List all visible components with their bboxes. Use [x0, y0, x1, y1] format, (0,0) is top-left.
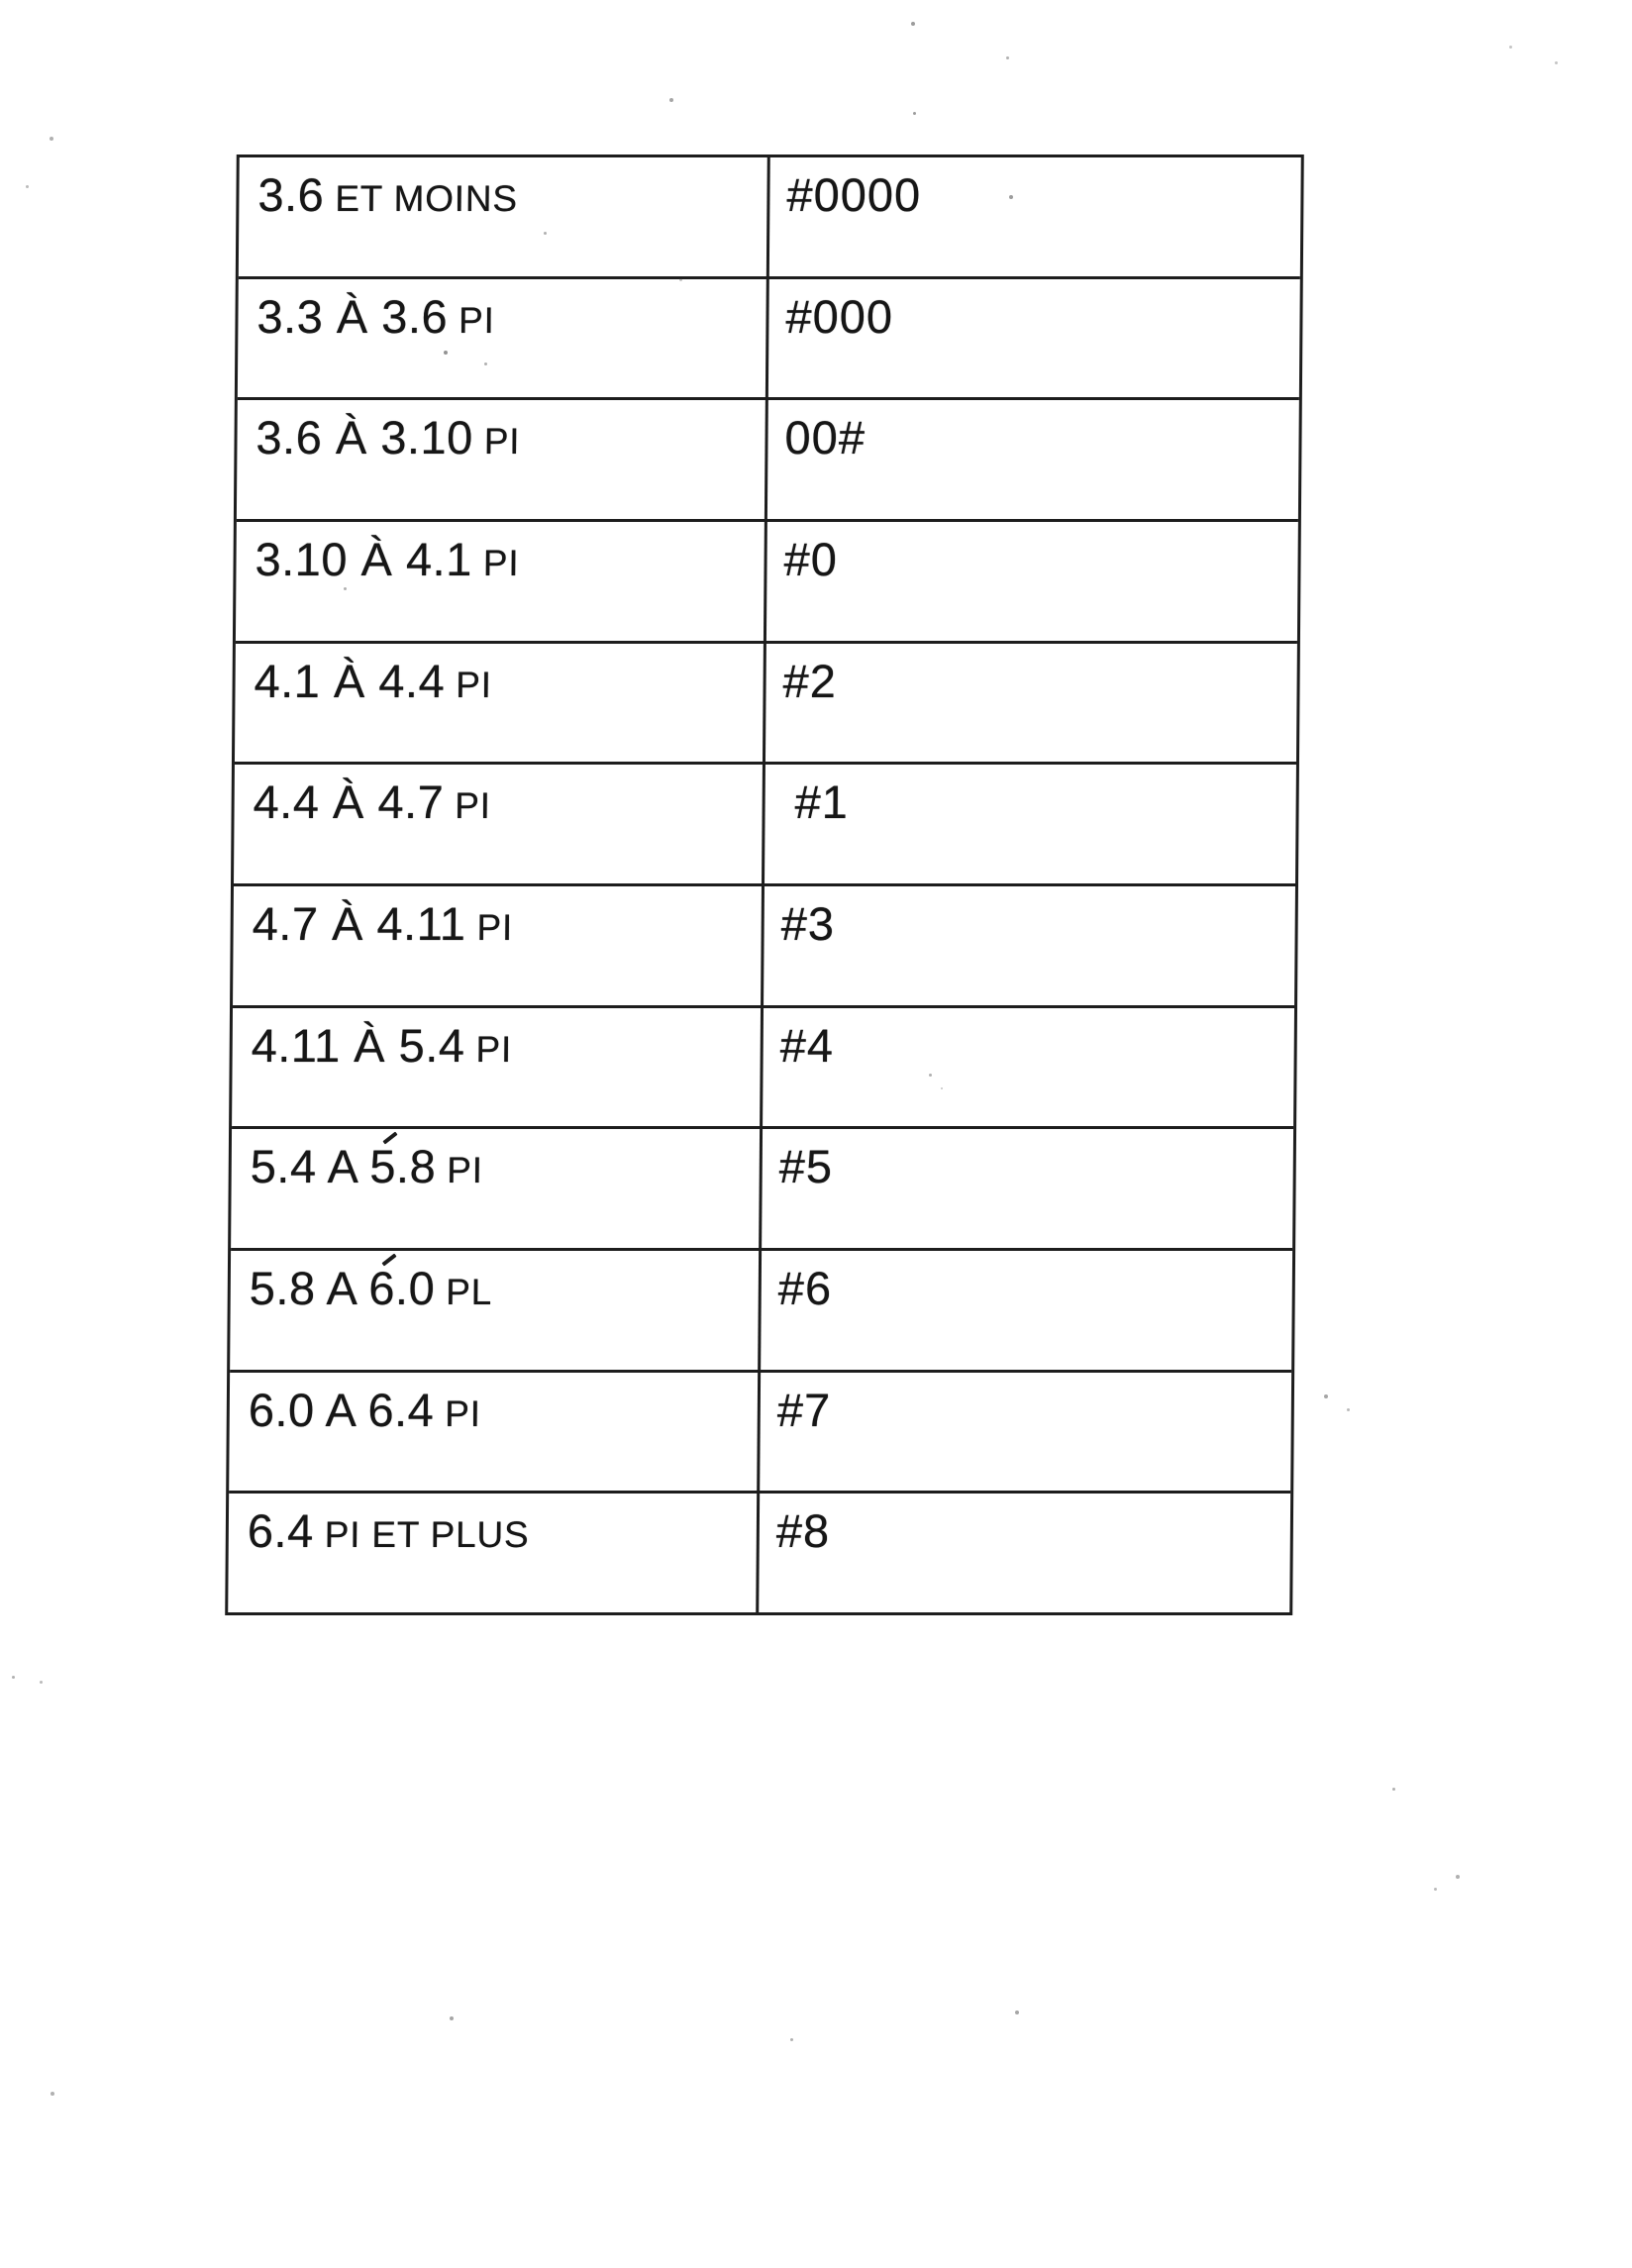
code-cell	[767, 400, 1299, 519]
scan-speck	[913, 112, 916, 115]
range-number-text: 4.11 À 5.4	[251, 1018, 465, 1072]
scan-speck	[929, 1074, 932, 1077]
scan-speck	[40, 1681, 43, 1684]
scan-speck	[911, 22, 915, 26]
table-row	[236, 522, 1298, 644]
code-text: #4	[779, 1018, 835, 1072]
scan-speck	[444, 351, 448, 355]
scan-speck	[50, 137, 53, 141]
range-suffix-text: PI	[445, 1392, 481, 1434]
range-suffix-text: PI	[458, 299, 495, 341]
scan-speck	[1009, 195, 1013, 199]
range-suffix-text: PI	[476, 907, 514, 949]
scan-speck	[12, 1676, 15, 1679]
range-number-text: 5.8 A 6.0	[249, 1262, 436, 1315]
range-cell	[230, 1251, 762, 1370]
code-cell	[769, 157, 1301, 276]
code-text: #8	[775, 1504, 831, 1558]
scan-speck	[1015, 2010, 1019, 2014]
scan-speck	[26, 185, 29, 188]
table-row	[229, 1373, 1291, 1495]
scan-speck	[1456, 1875, 1460, 1879]
range-number-text: 4.4 À 4.7	[253, 775, 445, 829]
height-code-table	[225, 155, 1304, 1615]
table-row	[233, 886, 1295, 1008]
range-cell	[238, 279, 769, 398]
range-suffix-text: ET MOINS	[335, 178, 519, 219]
range-number-text: 6.4	[247, 1504, 314, 1558]
range-number-text: 4.1 À 4.4	[254, 654, 446, 707]
range-cell	[234, 765, 765, 883]
code-cell	[764, 886, 1295, 1005]
scan-speck	[1324, 1394, 1328, 1398]
scan-speck	[669, 98, 673, 102]
range-cell	[237, 400, 768, 519]
range-number-text: 3.10 À 4.1	[255, 533, 473, 586]
range-cell	[235, 644, 766, 763]
range-cell	[228, 1494, 760, 1612]
scan-speck	[1509, 46, 1512, 49]
scan-speck	[1347, 1408, 1350, 1411]
code-text: #1	[794, 775, 850, 829]
scan-speck	[1006, 56, 1009, 59]
range-suffix-text: PI	[483, 421, 521, 463]
range-suffix-text: PI	[482, 543, 520, 584]
code-cell	[766, 522, 1298, 641]
scan-speck	[941, 1087, 943, 1089]
range-suffix-text: PI ET PLUS	[324, 1514, 530, 1556]
table-row	[231, 1129, 1293, 1251]
table-row	[235, 644, 1297, 766]
range-number-text: 4.7 À 4.11	[252, 897, 466, 951]
code-cell	[762, 1129, 1293, 1248]
table-row	[234, 765, 1296, 886]
code-cell	[761, 1251, 1292, 1370]
scan-speck	[51, 2092, 54, 2096]
scan-speck	[1555, 61, 1558, 64]
code-text: 00#	[784, 411, 867, 464]
code-text: #2	[782, 654, 838, 707]
range-suffix-text: PI	[455, 785, 491, 827]
scan-speck	[544, 232, 547, 235]
table-row	[230, 1251, 1292, 1373]
scan-speck	[1392, 1788, 1395, 1791]
code-cell	[768, 279, 1300, 398]
range-cell	[236, 522, 767, 641]
range-cell	[239, 157, 770, 276]
code-cell	[763, 1008, 1294, 1127]
table-row	[238, 279, 1300, 401]
range-cell	[233, 886, 765, 1005]
range-number-text: 3.3 À 3.6	[256, 289, 449, 343]
range-number-text: 3.6 À 3.10	[255, 411, 474, 464]
scan-speck	[344, 587, 347, 590]
scan-speck	[1434, 1888, 1437, 1891]
code-text: #7	[776, 1383, 832, 1436]
range-number-text: 5.4 A 5.8	[250, 1140, 437, 1193]
table-row	[237, 400, 1299, 522]
range-cell	[229, 1373, 761, 1492]
range-suffix-text: PI	[447, 1150, 483, 1191]
range-suffix-text: PI	[475, 1028, 513, 1070]
scan-speck	[679, 278, 682, 281]
code-text: #6	[777, 1262, 833, 1315]
code-text: #3	[780, 897, 836, 951]
scan-speck	[450, 2016, 454, 2020]
code-text: #0000	[786, 168, 922, 221]
code-text: #5	[778, 1140, 834, 1193]
code-text: #000	[785, 289, 894, 343]
range-suffix-text: PL	[446, 1272, 493, 1313]
code-text: #0	[783, 533, 839, 586]
code-cell	[765, 644, 1297, 763]
code-cell	[760, 1373, 1291, 1492]
range-cell	[231, 1129, 763, 1248]
scan-speck	[790, 2038, 793, 2041]
table-row	[232, 1008, 1294, 1130]
code-cell	[759, 1494, 1290, 1612]
range-number-text: 3.6	[257, 168, 325, 221]
range-suffix-text: PI	[456, 664, 492, 705]
scan-speck	[484, 362, 487, 365]
range-number-text: 6.0 A 6.4	[248, 1383, 435, 1436]
range-cell	[232, 1008, 764, 1127]
table-row	[239, 157, 1301, 279]
table-row	[228, 1494, 1290, 1612]
code-cell	[765, 765, 1296, 883]
